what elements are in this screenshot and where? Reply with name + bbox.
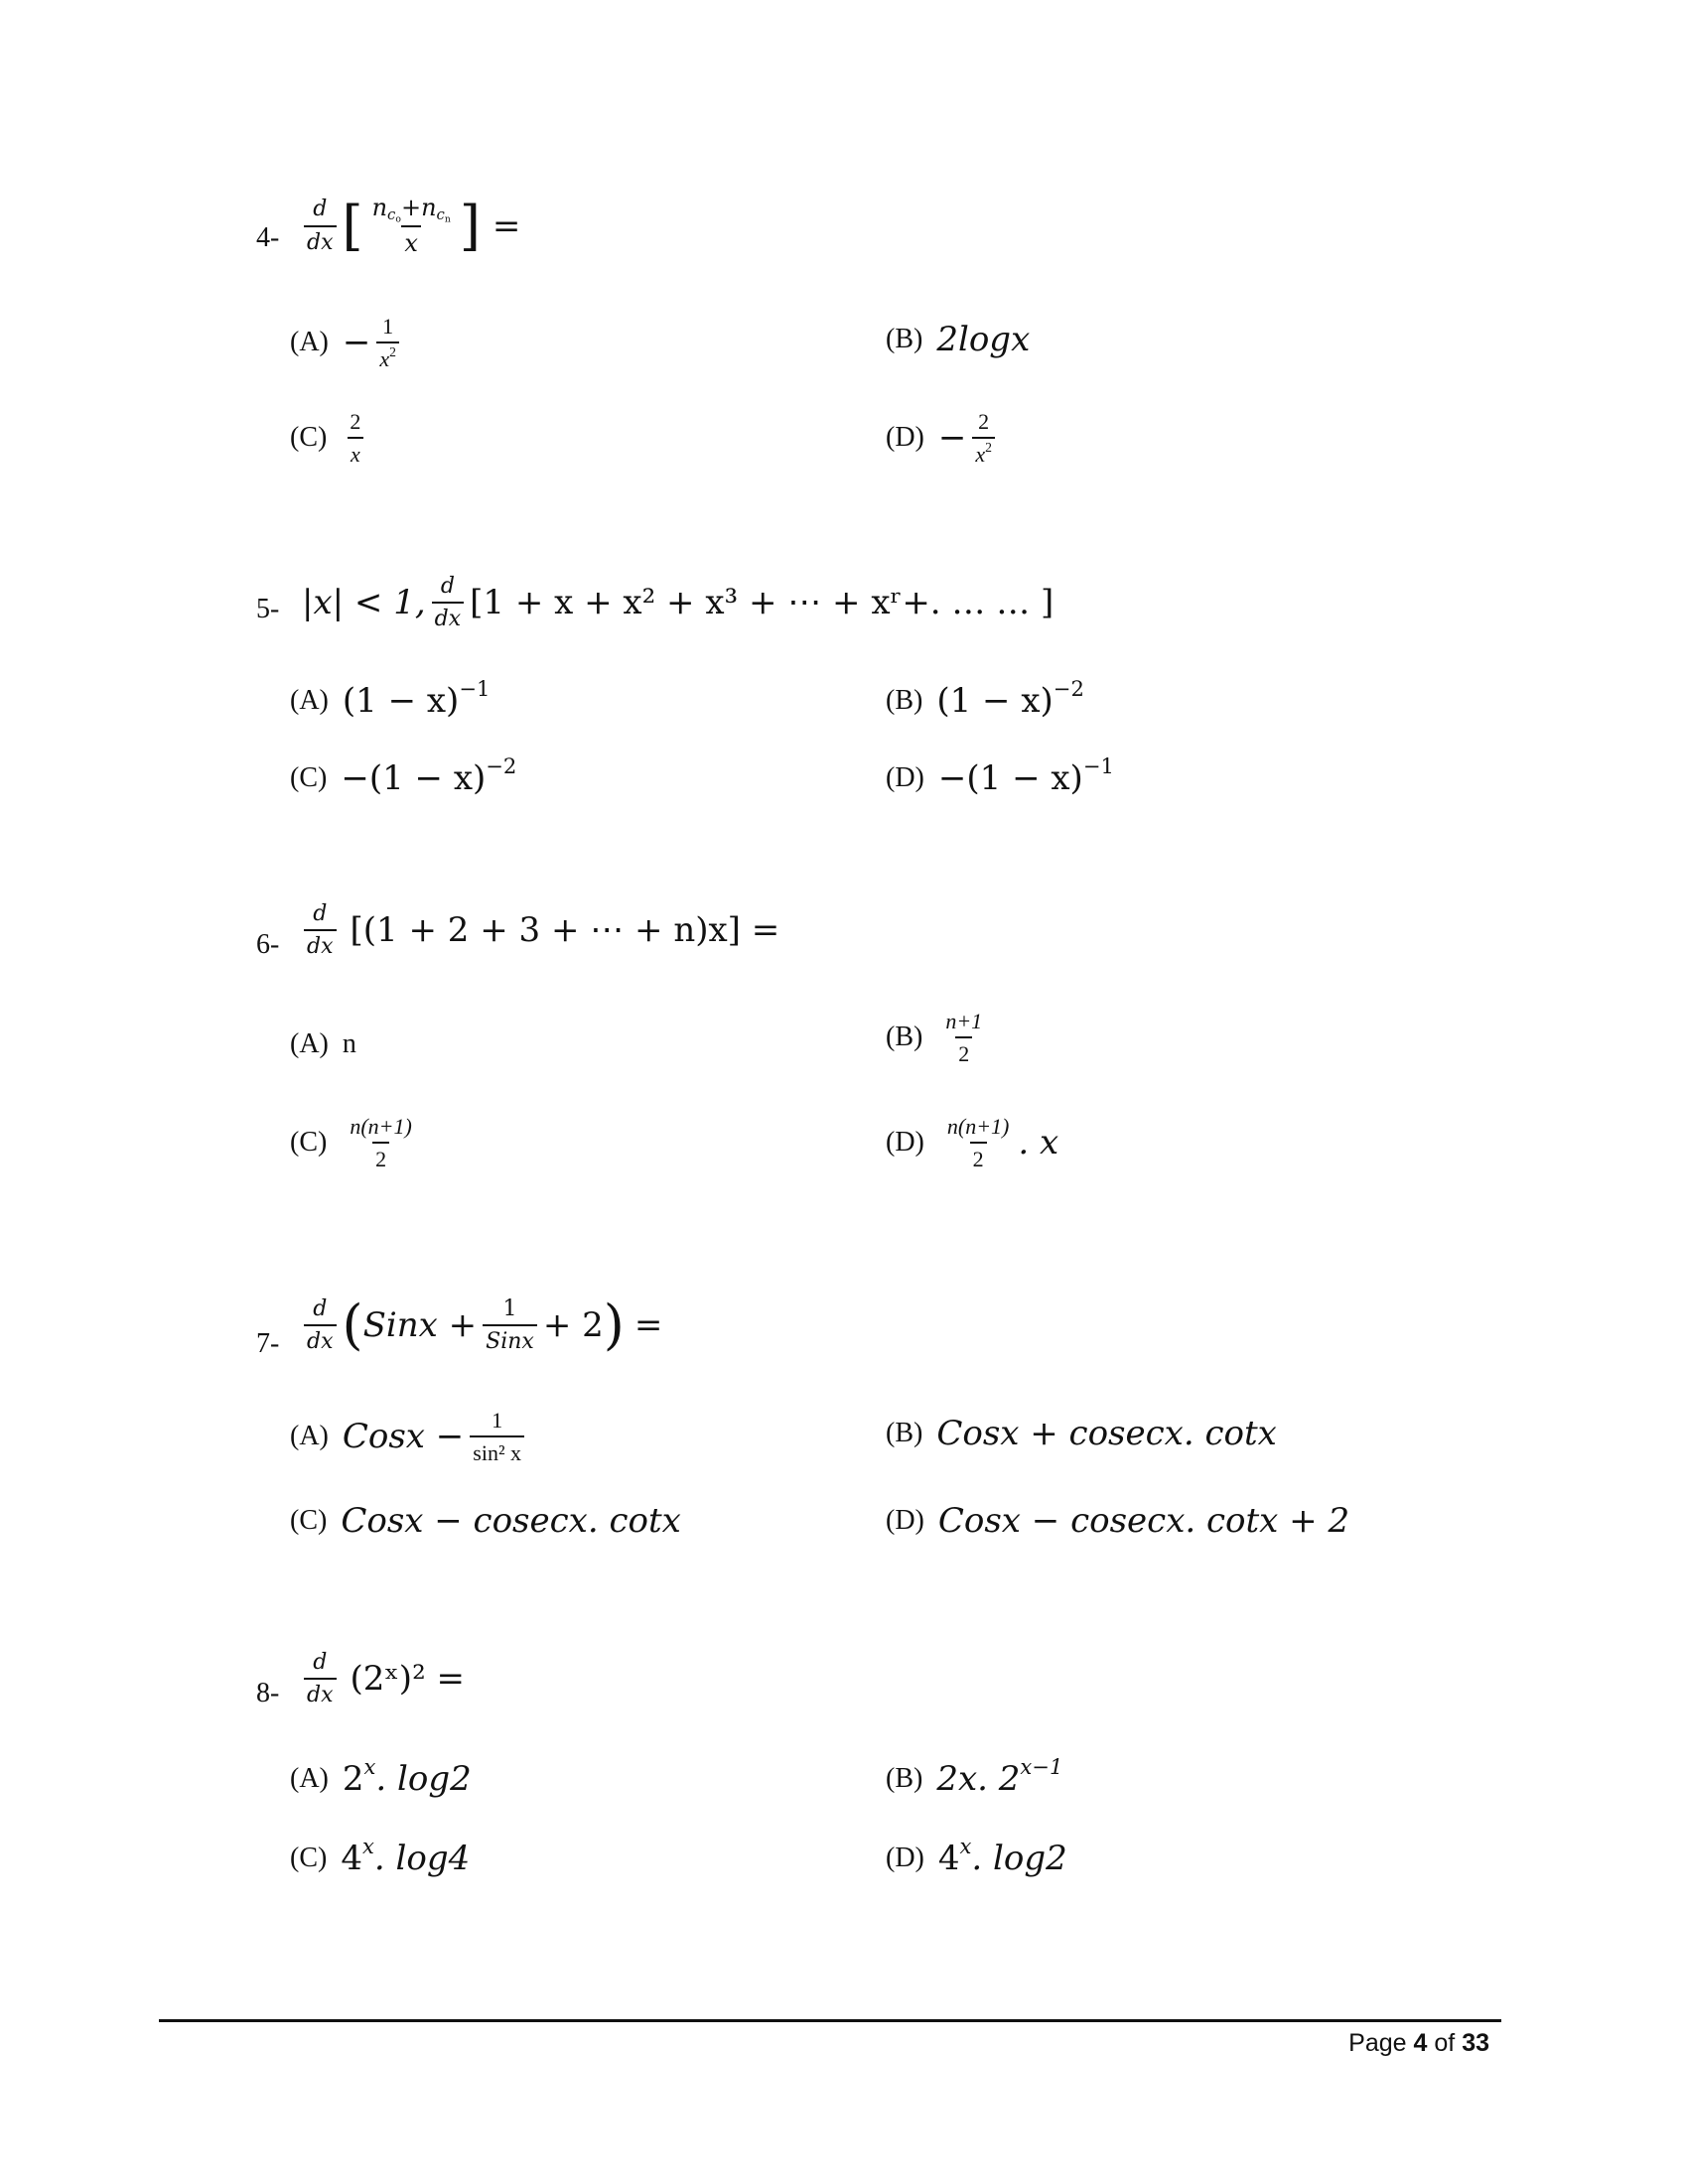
question-number: 7- [256, 1328, 280, 1359]
option-c[interactable]: (C) $\frac{2}{x}$ [290, 409, 369, 468]
derivative-operator: $\frac{d}{dx}$ [304, 901, 337, 960]
option-c[interactable]: (C) 4$^x$. log4 [290, 1834, 471, 1878]
option-b[interactable]: (B) $(1 - x)^{-2}$ [886, 676, 1084, 721]
option-a[interactable]: (A) n [290, 1028, 356, 1059]
question-number: 8- [256, 1678, 280, 1708]
question-number: 5- [256, 594, 280, 624]
derivative-operator: $\frac{d}{dx}$ [432, 574, 465, 632]
question-number: 6- [256, 929, 280, 960]
option-b[interactable]: (B) 2x. $2^{x-1}$ [886, 1754, 1063, 1799]
derivative-operator: $\frac{d}{dx}$ [304, 197, 337, 255]
page-footer [1348, 2029, 1489, 2058]
option-a[interactable]: (A) − $\frac{1}{x^2}$ [290, 314, 405, 372]
option-a[interactable]: (A) Cosx − $\frac{1}{\text{sin² x}}$ [290, 1408, 530, 1466]
page-of: of [1434, 2029, 1456, 2057]
stem-fraction: $\frac{n_{c_o}+n_{c_n}}{x}$ [371, 194, 451, 257]
derivative-operator: $\frac{d}{dx}$ [304, 1297, 337, 1355]
option-d[interactable]: (D) 4$^x$. log2 [886, 1834, 1067, 1878]
page-number: 4 [1413, 2029, 1428, 2057]
page-word: Page [1348, 2029, 1407, 2057]
question-stem: |x| < 1, $\frac{d}{dx}$ [1 + x + x² + x³ + ⋯ + xʳ+. … … ] [302, 574, 1055, 632]
derivative-operator: $\frac{d}{dx}$ [304, 1650, 337, 1708]
option-a[interactable]: (A) $(1 - x)^{-1}$ [290, 676, 491, 721]
footer-divider [159, 2019, 1501, 2022]
question-stem: $\frac{d}{dx}$ (2ˣ)² = [298, 1650, 465, 1708]
option-c[interactable]: (C) $\frac{n(n+1)}{2}$ [290, 1114, 412, 1172]
option-b[interactable]: (B) Cosx + cosecx. cotx [886, 1414, 1277, 1453]
question-stem: $\frac{d}{dx}$ [(1 + 2 + 3 + ⋯ + n)x] = [298, 901, 779, 960]
option-a[interactable]: (A) 2$^x$. log2 [290, 1754, 472, 1799]
option-c[interactable]: (C) $-(1 - x)^{-2}$ [290, 753, 517, 798]
question-stem: $\frac{d}{dx}$ [ $\frac{n_{c_o}+n_{c_n}}{x}$ ] = [298, 195, 520, 257]
option-d[interactable]: (D) $\frac{n(n+1)}{2}$ . x [886, 1114, 1059, 1172]
option-d[interactable]: (D) $-(1 - x)^{-1}$ [886, 753, 1114, 798]
option-b[interactable]: (B) 2logx [886, 320, 1031, 359]
option-d[interactable]: (D) Cosx − cosecx. cotx + 2 [886, 1501, 1350, 1541]
page-total: 33 [1462, 2029, 1489, 2057]
question-number: 4- [256, 222, 280, 253]
question-stem: $\frac{d}{dx}$ ( Sinx + $\frac{1}{\text{Sinx}}$ + 2 ) = [298, 1297, 662, 1355]
option-b[interactable]: (B) $\frac{n+1}{2}$ [886, 1009, 983, 1067]
option-d[interactable]: (D) − $\frac{2}{x^2}$ [886, 409, 1001, 468]
option-c[interactable]: (C) Cosx − cosecx. cotx [290, 1501, 681, 1541]
